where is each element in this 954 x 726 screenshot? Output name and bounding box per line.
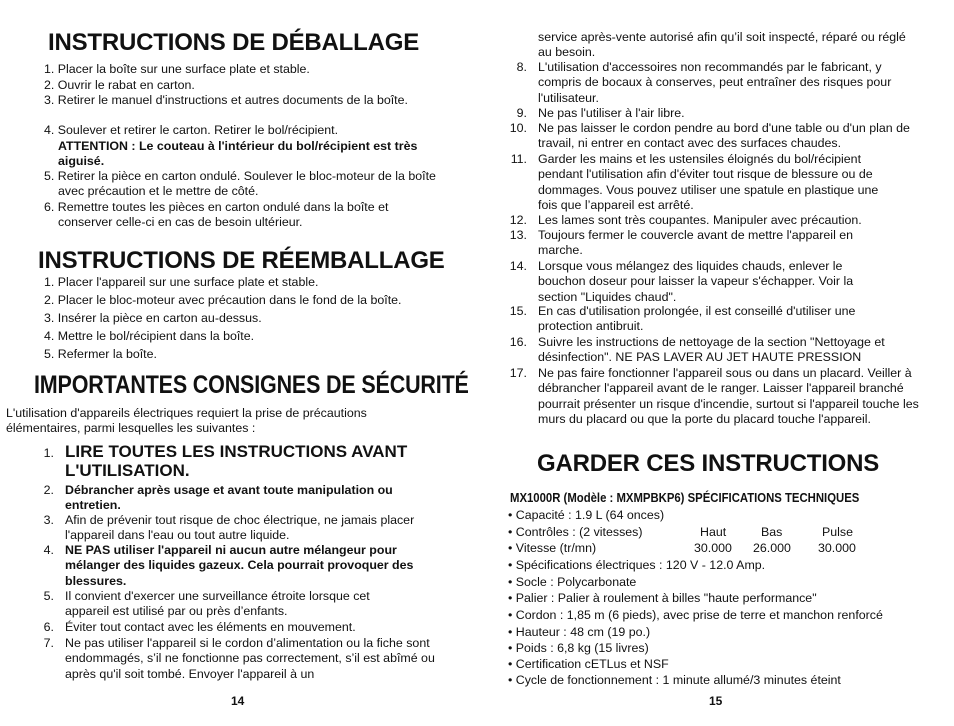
safety-item-17: Ne pas faire fonctionner l'appareil sous ou dans un placard. Veiller à débrancher l'appareil avant de le ranger. Laisser l'appareil branché pourrait présenter un risque d'incendie, surtout si l'appareil touche les murs du placard ou que la porte du placard touche l'appareil. <box>538 366 919 427</box>
safety-item-4: NE PAS utiliser l'appareil ni aucun autre mélangeur pour mélanger des liquides gazeux. Cela pourrait provoquer des blessures. <box>65 543 414 588</box>
spec-height: • Hauteur : 48 cm (19 po.) <box>508 625 651 639</box>
spec-bearing: • Palier : Palier à roulement à billes "haute performance" <box>508 591 817 605</box>
safety-num-16: 16. <box>509 335 527 349</box>
page-number-left: 14 <box>231 694 245 708</box>
safety-item-15: En cas d'utilisation prolongée, il est conseillé d'utiliser une protection antibruit. <box>538 304 856 334</box>
safety-num-14: 14. <box>509 259 527 273</box>
speed-value-high: 30.000 <box>694 541 732 555</box>
item-7-continuation: service après-vente autorisé afin qu’il soit inspecté, réparé ou réglé au besoin. <box>538 30 906 60</box>
safety-item-11: Garder les mains et les ustensiles éloignés du bol/récipient pendant l'utilisation afin d'éviter tout risque de blessure ou de dommages. Vous pouvez utiliser une spatule en plastique une fois que l’appareil est arrêté. <box>538 152 879 213</box>
spec-speed-label: • Vitesse (tr/mn) <box>508 541 597 555</box>
spec-weight: • Poids : 6,8 kg (15 livres) <box>508 641 649 655</box>
safety-num-4: 4. <box>43 543 54 557</box>
safety-item-6: Éviter tout contact avec les éléments en mouvement. <box>65 620 356 634</box>
keep-instructions-heading: GARDER CES INSTRUCTIONS <box>537 450 880 477</box>
speed-header-high: Haut <box>700 525 727 539</box>
repack-step-4: 4. Mettre le bol/récipient dans la boîte. <box>44 329 255 343</box>
safety-item-12: Les lames sont très coupantes. Manipuler avec précaution. <box>538 213 862 227</box>
speed-header-pulse: Pulse <box>822 525 853 539</box>
repack-step-5: 5. Refermer la boîte. <box>44 347 157 361</box>
spec-base: • Socle : Polycarbonate <box>508 575 637 589</box>
spec-cord: • Cordon : 1,85 m (6 pieds), avec prise de terre et manchon renforcé <box>508 608 883 622</box>
safety-item-3: Afin de prévenir tout risque de choc électrique, ne jamais placer l'appareil dans l'eau ou tout autre liquide. <box>65 513 415 543</box>
unpack-step-5: 5. Retirer la pièce en carton ondulé. Soulever le bloc-moteur de la boîte avec précaution et le mettre de côté. <box>44 169 436 199</box>
spec-certification: • Certification cETLus et NSF <box>508 657 669 671</box>
safety-num-7: 7. <box>43 636 54 650</box>
safety-item-2: Débrancher après usage et avant toute manipulation ou entretien. <box>65 483 393 513</box>
unpack-step-2: 2. Ouvrir le rabat en carton. <box>44 78 195 92</box>
safety-intro: L'utilisation d'appareils électriques requiert la prise de précautions élémentaires, parmi lesquelles les suivantes : <box>6 406 367 436</box>
repack-step-3: 3. Insérer la pièce en carton au-dessus. <box>44 311 262 325</box>
spec-duty-cycle: • Cycle de fonctionnement : 1 minute allumé/3 minutes éteint <box>508 673 841 687</box>
safety-item-9: Ne pas l'utiliser à l'air libre. <box>538 106 685 120</box>
safety-num-10: 10. <box>509 121 527 135</box>
speed-value-pulse: 30.000 <box>818 541 856 555</box>
safety-num-3: 3. <box>43 513 54 527</box>
safety-num-15: 15. <box>509 304 527 318</box>
safety-item-14: Lorsque vous mélangez des liquides chauds, enlever le bouchon doseur pour laisser la vapeur s'échapper. Voir la section "Liquides chaud". <box>538 259 854 304</box>
safety-num-13: 13. <box>509 228 527 242</box>
unpack-step-1: 1. Placer la boîte sur une surface plate et stable. <box>44 62 310 76</box>
safety-item-16: Suivre les instructions de nettoyage de la section "Nettoyage et désinfection". NE PAS LAVER AU JET HAUTE PRESSION <box>538 335 885 365</box>
safety-num-11: 11. <box>510 152 527 166</box>
speed-value-low: 26.000 <box>753 541 791 555</box>
knife-warning: ATTENTION : Le couteau à l'intérieur du bol/récipient est très aiguisé. <box>58 139 418 169</box>
safety-item-8: L'utilisation d'accessoires non recommandés par le fabricant, y compris de bocaux à conserves, peut entraîner des risques pour l'utilisateur. <box>538 60 892 105</box>
repack-step-1: 1. Placer l'appareil sur une surface plate et stable. <box>44 275 319 289</box>
safety-num-1: 1. <box>43 446 54 460</box>
safety-num-17: 17. <box>509 366 527 380</box>
unpack-step-6: 6. Remettre toutes les pièces en carton ondulé dans la boîte et conserver celle-ci en cas de besoin ultérieur. <box>44 200 389 230</box>
safety-num-6: 6. <box>43 620 54 634</box>
spec-controls-label: • Contrôles : (2 vitesses) <box>508 525 643 539</box>
specs-heading: MX1000R (Modèle : MXMPBKP6) SPÉCIFICATIONS TECHNIQUES <box>510 491 860 505</box>
safety-item-10: Ne pas laisser le cordon pendre au bord d'une table ou d'un plan de travail, ni entrer en contact avec des surfaces chaudes. <box>538 121 910 151</box>
page-number-right: 15 <box>709 694 723 708</box>
speed-header-low: Bas <box>761 525 783 539</box>
safety-num-2: 2. <box>43 483 54 497</box>
spec-capacity: • Capacité : 1.9 L (64 onces) <box>508 508 665 522</box>
safety-item-5: Il convient d'exercer une surveillance étroite lorsque cet appareil est utilisé par ou près d’enfants. <box>65 589 370 619</box>
safety-num-9: 9. <box>516 106 527 120</box>
unpack-step-4: 4. Soulever et retirer le carton. Retirer le bol/récipient. <box>44 123 339 137</box>
unpack-step-3: 3. Retirer le manuel d'instructions et autres documents de la boîte. <box>44 93 408 107</box>
safety-item-1: LIRE TOUTES LES INSTRUCTIONS AVANT L'UTILISATION. <box>65 442 408 480</box>
repack-step-2: 2. Placer le bloc-moteur avec précaution dans le fond de la boîte. <box>44 293 402 307</box>
safety-num-12: 12. <box>509 213 527 227</box>
repacking-heading: INSTRUCTIONS DE RÉEMBALLAGE <box>38 247 445 274</box>
safety-item-13: Toujours fermer le couvercle avant de mettre l'appareil en marche. <box>538 228 854 258</box>
safety-num-5: 5. <box>43 589 54 603</box>
spec-electrical: • Spécifications électriques : 120 V - 12.0 Amp. <box>508 558 766 572</box>
safety-item-7: Ne pas utiliser l'appareil si le cordon d’alimentation ou la fiche sont endommagés, s’il ne fonctionne pas correctement, s’il est abîmé ou après qu'il soit tombé. Envoyer l'appareil à un <box>65 636 435 681</box>
safety-num-8: 8. <box>516 60 527 74</box>
unpacking-heading: INSTRUCTIONS DE DÉBALLAGE <box>48 29 420 56</box>
safety-heading: IMPORTANTES CONSIGNES DE SÉCURITÉ <box>34 371 469 399</box>
